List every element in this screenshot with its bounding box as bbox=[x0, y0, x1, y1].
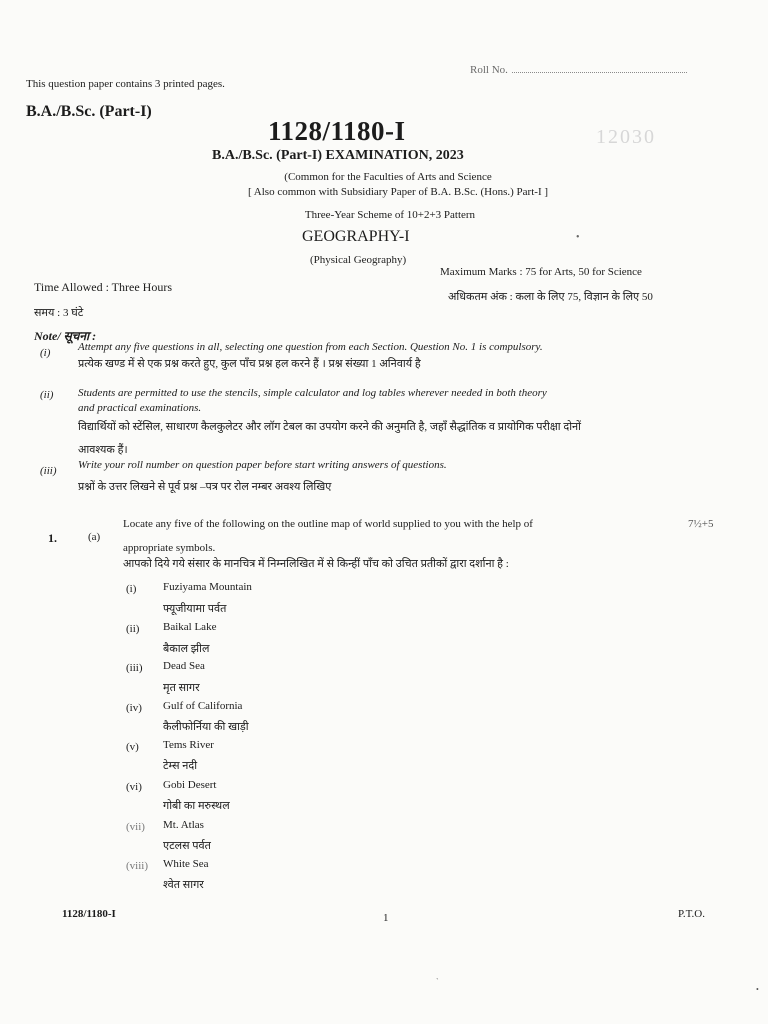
note-text: and practical examinations. bbox=[78, 402, 202, 414]
list-item: Mt. Atlas bbox=[163, 819, 204, 831]
question-text-hindi: आपको दिये गये संसार के मानचित्र में निम्नलिखित में से किन्हीं पाँच को उचित प्रतीकों द्वारा दर्शाना है : bbox=[123, 558, 509, 570]
note-number: (iii) bbox=[40, 465, 57, 477]
time-allowed-hindi: समय : 3 घंटे bbox=[34, 307, 84, 319]
faculties-note: (Common for the Faculties of Arts and Science bbox=[284, 171, 492, 183]
list-item: Tems River bbox=[163, 739, 214, 751]
list-item-number: (i) bbox=[126, 583, 137, 595]
list-item-hindi: मृत सागर bbox=[163, 682, 200, 694]
list-item-hindi: श्वेत सागर bbox=[163, 879, 204, 891]
question-part: (a) bbox=[88, 531, 101, 543]
list-item-number: (iv) bbox=[126, 702, 142, 714]
note-text: Write your roll number on question paper before start writing answers of questions. bbox=[78, 459, 447, 471]
list-item: Baikal Lake bbox=[163, 621, 217, 633]
sub-subject: (Physical Geography) bbox=[310, 254, 407, 266]
maximum-marks-hindi: अधिकतम अंक : कला के लिए 75, विज्ञान के लिए 50 bbox=[448, 291, 653, 303]
exam-title: B.A./B.Sc. (Part-I) EXAMINATION, 2023 bbox=[212, 148, 464, 163]
scheme-note: Three-Year Scheme of 10+2+3 Pattern bbox=[304, 209, 476, 221]
list-item-number: (vii) bbox=[126, 821, 145, 833]
roll-number-blank bbox=[512, 72, 687, 73]
pto-label: P.T.O. bbox=[678, 908, 705, 920]
speck-mark: ` bbox=[436, 977, 439, 986]
list-item-hindi: फ्यूजीयामा पर्वत bbox=[163, 603, 227, 615]
course-name: B.A./B.Sc. (Part-I) bbox=[26, 103, 152, 120]
printed-pages-note: This question paper contains 3 printed pages. bbox=[26, 78, 225, 90]
time-allowed: Time Allowed : Three Hours bbox=[34, 280, 172, 294]
list-item-number: (iii) bbox=[126, 662, 143, 674]
maximum-marks: Maximum Marks : 75 for Arts, 50 for Science bbox=[440, 266, 642, 278]
note-number: (ii) bbox=[40, 389, 54, 401]
note-text-hindi: प्रश्नों के उत्तर लिखने से पूर्व प्रश्न –पत्र पर रोल नम्बर अवश्य लिखिए bbox=[78, 481, 332, 493]
speck-mark: • bbox=[756, 985, 759, 994]
list-item: Gulf of California bbox=[163, 700, 243, 712]
list-item: Fuziyama Mountain bbox=[163, 581, 252, 593]
roll-number-label: Roll No. bbox=[470, 64, 508, 76]
faint-serial-number: 12030 bbox=[596, 126, 656, 148]
list-item: Gobi Desert bbox=[163, 779, 217, 791]
list-item-hindi: गोबी का मरुस्थल bbox=[163, 800, 230, 812]
paper-code: 1128/1180-I bbox=[268, 116, 406, 146]
note-text-hindi: आवश्यक हैं। bbox=[78, 444, 128, 456]
note-text: Attempt any five questions in all, selecting one question from each Section. Question No. 1 is compulsory. bbox=[78, 341, 543, 353]
list-item-hindi: कैलीफोर्निया की खाड़ी bbox=[163, 721, 249, 733]
list-item: Dead Sea bbox=[163, 660, 205, 672]
subsidiary-note: [ Also common with Subsidiary Paper of B.A. B.Sc. (Hons.) Part-I ] bbox=[247, 186, 549, 198]
list-item-number: (ii) bbox=[126, 623, 140, 635]
note-heading: Note/ सूचना : bbox=[34, 329, 97, 343]
note-number: (i) bbox=[40, 347, 51, 359]
list-item: White Sea bbox=[163, 858, 209, 870]
subject-title: GEOGRAPHY-I bbox=[302, 228, 410, 245]
note-text-hindi: प्रत्येक खण्ड में से एक प्रश्न करते हुए, कुल पाँच प्रश्न हल करने हैं । प्रश्न संख्या 1 अनिवार्य है bbox=[78, 358, 421, 370]
question-text: Locate any five of the following on the outline map of world supplied to you with the help of bbox=[123, 518, 533, 530]
list-item-hindi: बैकाल झील bbox=[163, 643, 210, 655]
list-item-hindi: एटलस पर्वत bbox=[163, 840, 211, 852]
speck-mark: • bbox=[576, 232, 580, 243]
note-text: Students are permitted to use the stencils, simple calculator and log tables wherever needed in both theory bbox=[78, 387, 547, 399]
question-marks: 7½+5 bbox=[688, 518, 714, 530]
list-item-number: (v) bbox=[126, 741, 139, 753]
list-item-number: (vi) bbox=[126, 781, 142, 793]
list-item-hindi: टेम्स नदी bbox=[163, 760, 198, 772]
list-item-number: (viii) bbox=[126, 860, 148, 872]
footer-paper-code: 1128/1180-I bbox=[62, 908, 116, 920]
question-text: appropriate symbols. bbox=[123, 542, 216, 554]
question-number: 1. bbox=[48, 531, 57, 545]
note-text-hindi: विद्यार्थियों को स्टेंसिल, साधारण कैलकुलेटर और लॉग टेबल का उपयोग करने की अनुमति है, जहाँ सैद्धांतिक व प्रायोगिक परीक्षा दोनों bbox=[78, 421, 582, 433]
page-number: 1 bbox=[383, 912, 389, 924]
roll-number-field bbox=[470, 64, 687, 76]
